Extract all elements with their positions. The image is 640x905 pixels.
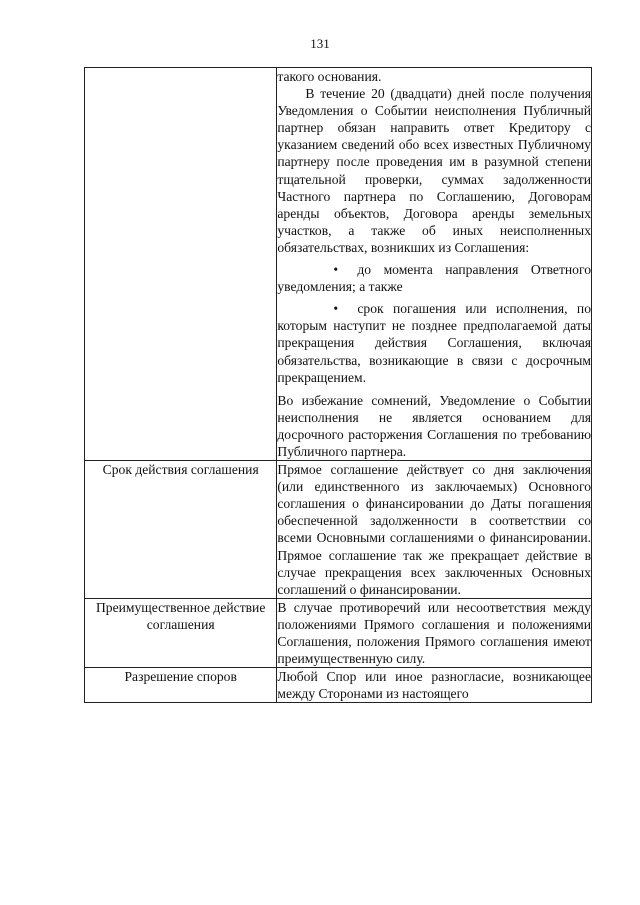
table-row (85, 461, 592, 599)
bullet-item (277, 261, 591, 295)
paragraph: Прямое соглашение действует со дня заключения (или единственного из заключаемых) Основного соглашения о финансировании до Даты погашения обеспеченной задолженности в соответствии со всеми Основными соглашениями о финансировании. Прямое соглашение так же прекращает действие в случае прекращения всех заключенных Основных соглашений о финансировании. (277, 462, 591, 597)
paragraph: Во избежание сомнений, Уведомление о Событии неисполнения не является основанием для досрочного расторжения Соглашения по требованию Публичного партнера. (277, 392, 591, 459)
table-row (85, 668, 592, 703)
row-label: Преимущественное действие соглашения (85, 598, 277, 667)
row-label: Срок действия соглашения (85, 461, 277, 599)
row-content (277, 461, 592, 599)
row-content (277, 68, 592, 461)
paragraph: такого основания. (277, 69, 382, 84)
row-content (277, 668, 592, 703)
table-row (85, 598, 592, 667)
contract-terms-table (84, 67, 592, 703)
table-row (85, 68, 592, 461)
page-number: 131 (310, 36, 330, 51)
row-label (85, 68, 277, 461)
paragraph: Любой Спор или иное разногласие, возникающее между Сторонами из настоящего (277, 669, 591, 702)
bullet-text: срок погашения или исполнения, по которым наступит не позднее предполагаемой даты прекращения действия Соглашения, включая обязательства, возникающие в связи с досрочным прекращением. (277, 301, 591, 385)
bullet-item (277, 300, 591, 385)
bullet-icon: • (333, 262, 339, 278)
bullet-icon: • (333, 301, 339, 317)
row-content (277, 598, 592, 667)
bullet-text: до момента направления Ответного уведомления; а также (277, 262, 591, 295)
paragraph: В течение 20 (двадцати) дней после получения Уведомления о Событии неисполнения Публичный партнер обязан направить ответ Кредитору с указанием сведений обо всех известных Публичному партнеру после проведения им в разумной степени тщательной проверки, суммах задолженности Частного партнера по Соглашению, Договорам аренды объектов, Договора аренды земельных участков, а также об иных неисполненных обязательствах, возникших из Соглашения: (277, 86, 591, 255)
row-label: Разрешение споров (85, 668, 277, 703)
paragraph: В случае противоречий или несоответствия между положениями Прямого соглашения и положениями Соглашения, положения Прямого соглашения имеют преимущественную силу. (277, 599, 591, 667)
